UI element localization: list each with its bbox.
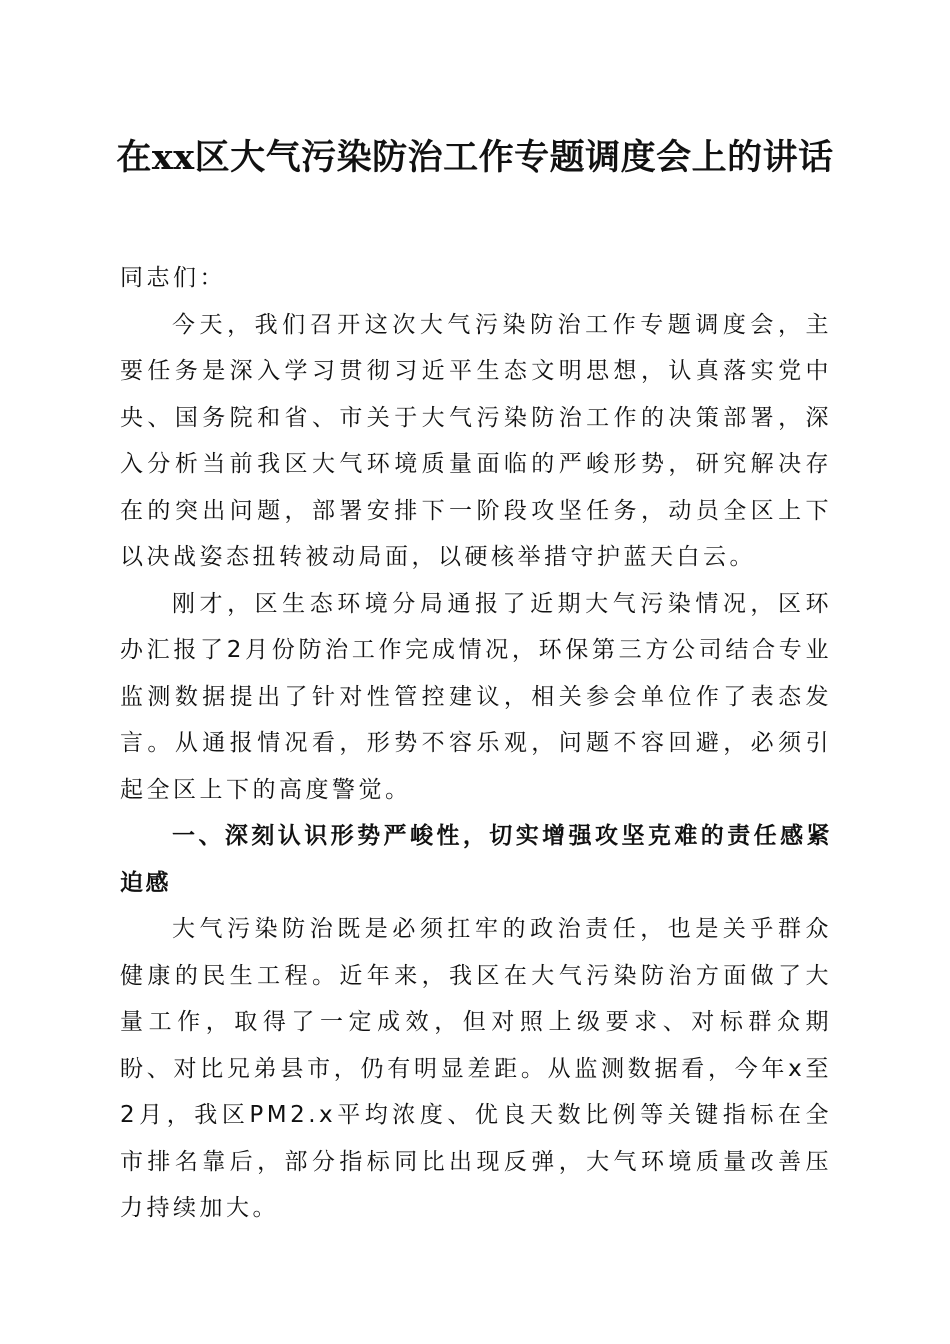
paragraph-briefing: 刚才，区生态环境分局通报了近期大气污染情况，区环办汇报了2月份防治工作完成情况，环保第三方公司结合专业监测数据提出了针对性管控建议，相关参会单位作了表态发言。从通报情况看，形势不容乐观，问题不容回避，必须引起全区上下的高度警觉。	[120, 590, 832, 803]
document-body	[120, 255, 832, 1232]
section-heading-1: 一、深刻认识形势严峻性，切实增强攻坚克难的责任感紧迫感	[120, 823, 832, 896]
salutation: 同志们：	[120, 265, 226, 291]
paragraph-situation: 大气污染防治既是必须扛牢的政治责任，也是关乎群众健康的民生工程。近年来，我区在大气污染防治方面做了大量工作，取得了一定成效，但对照上级要求、对标群众期盼、对比兄弟县市，仍有明显差距。从监测数据看，今年x至2月，我区PM2.x平均浓度、优良天数比例等关键指标在全市排名靠后，部分指标同比出现反弹，大气环境质量改善压力持续加大。	[120, 916, 832, 1221]
paragraph-intro: 今天，我们召开这次大气污染防治工作专题调度会，主要任务是深入学习贯彻习近平生态文明思想，认真落实党中央、国务院和省、市关于大气污染防治工作的决策部署，深入分析当前我区大气环境质量面临的严峻形势，研究解决存在的突出问题，部署安排下一阶段攻坚任务，动员全区上下以决战姿态扭转被动局面，以硬核举措守护蓝天白云。	[120, 311, 832, 570]
document-title: 在xx区大气污染防治工作专题调度会上的讲话	[116, 137, 834, 178]
